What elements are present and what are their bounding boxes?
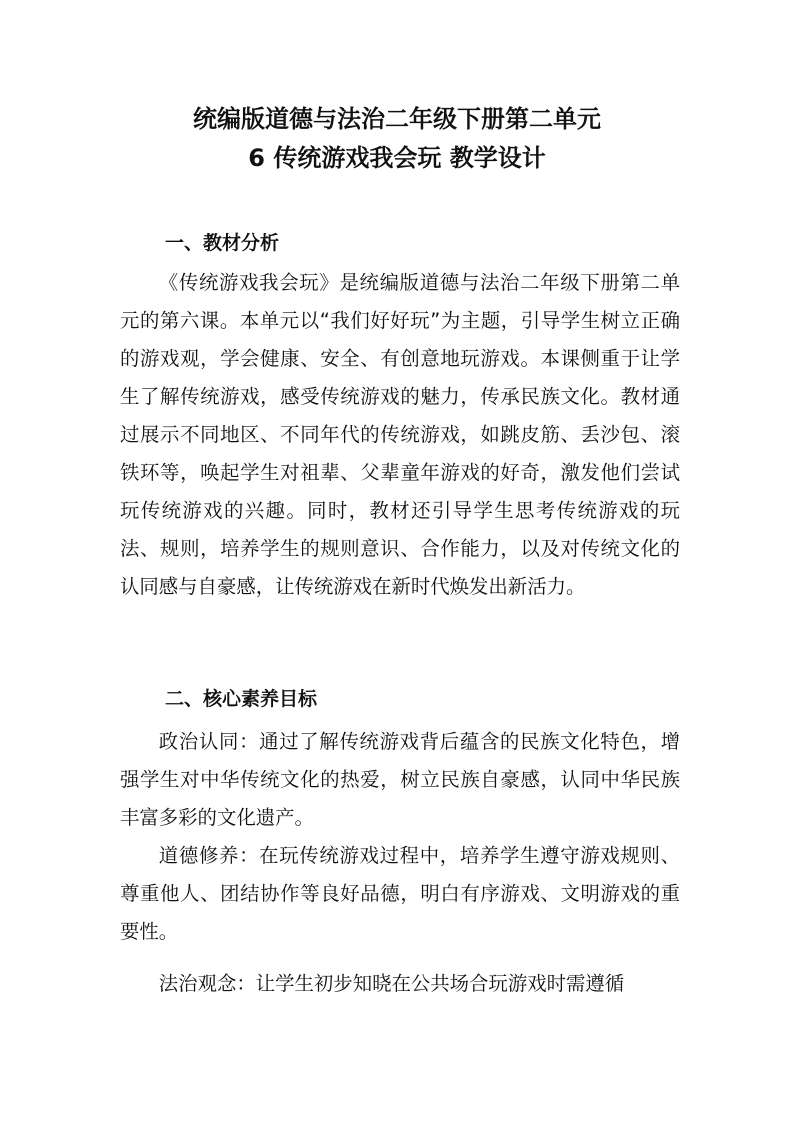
textbook-analysis-paragraph: 《传统游戏我会玩》是统编版道德与法治二年级下册第二单元的第六课。本单元以“我们好好玩”为主题，引导学生树立正确的游戏观，学会健康、安全、有创意地玩游戏。本课侧重于让学生了解传统游戏，感受传统游戏的魅力，传承民族文化。教材通过展示不同地区、不同年代的传统游戏，如跳皮筋、丢沙包、滚铁环等，唤起学生对祖辈、父辈童年游戏的好奇，激发他们尝试玩传统游戏的兴趣。同时，教材还引导学生思考传统游戏的玩法、规则，培养学生的规则意识、合作能力，以及对传统文化的认同感与自豪感，让传统游戏在新时代焕发出新活力。 (120, 271, 680, 598)
section-heading-textbook-analysis: 一、教材分析 (165, 232, 280, 254)
document-title: 统编版道德与法治二年级下册第二单元 (193, 105, 601, 133)
lesson-title: 6 传统游戏我会玩 教学设计 (248, 144, 546, 172)
section-heading-core-literacy-goals: 二、核心素养目标 (165, 688, 318, 710)
goal-political-identity-paragraph: 政治认同：通过了解传统游戏背后蕴含的民族文化特色，增强学生对中华传统文化的热爱，树立民族自豪感，认同中华民族丰富多彩的文化遗产。 (120, 730, 680, 829)
goal-rule-of-law-paragraph: 法治观念：让学生初步知晓在公共场合玩游戏时需遵循 (158, 972, 625, 995)
goal-moral-cultivation-paragraph: 道德修养：在玩传统游戏过程中，培养学生遵守游戏规则、尊重他人、团结协作等良好品德，明白有序游戏、文明游戏的重要性。 (120, 844, 680, 943)
